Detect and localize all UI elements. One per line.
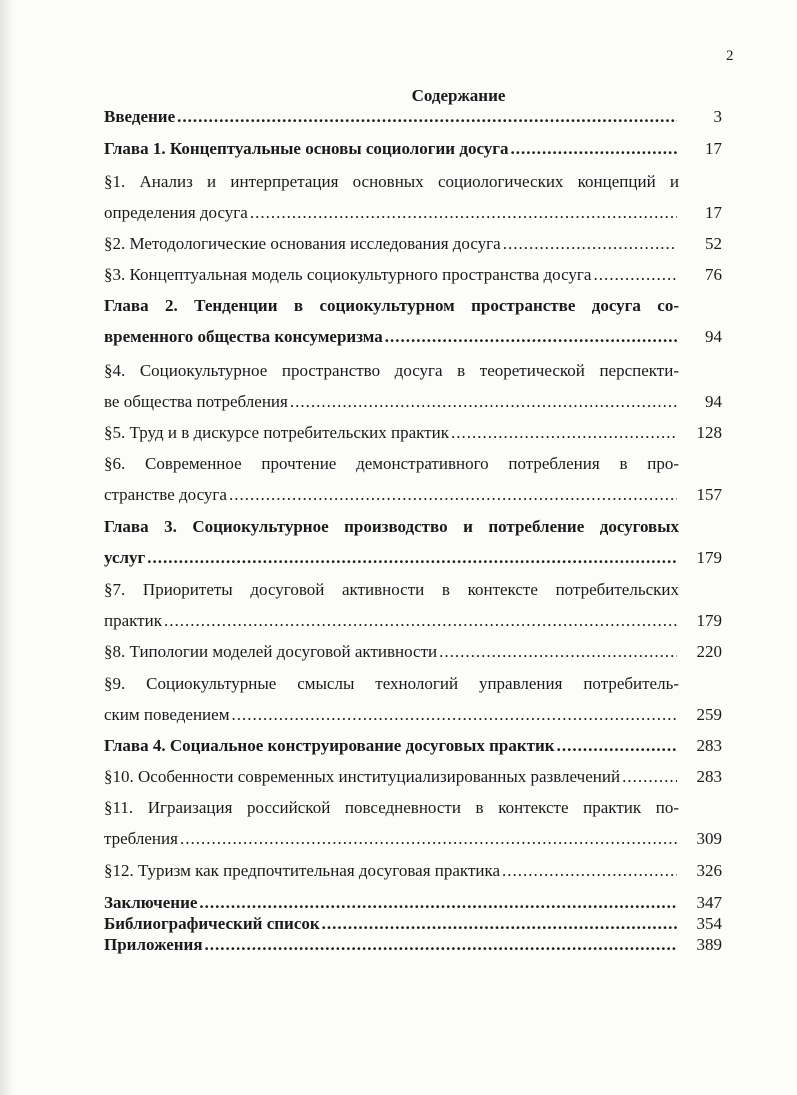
- toc-entry: [104, 107, 679, 131]
- dot-leader: [622, 767, 677, 787]
- dot-leader: [385, 327, 677, 347]
- toc-entry-title: Глава 2. Тенденции в социокультурном пространстве досуга со-: [104, 296, 679, 315]
- toc-entry: [104, 234, 679, 258]
- toc-entry-title: §3. Концептуальная модель социокультурного пространства досуга: [104, 265, 592, 284]
- toc-entry-title: §6. Современное прочтение демонстративного потребления в про-: [104, 454, 679, 473]
- toc-entry-title: Заключение: [104, 893, 198, 912]
- toc-entry-title-continued: ве общества потребления: [104, 392, 288, 411]
- toc-entry-title: §1. Анализ и интерпретация основных социологических концепций и: [104, 172, 679, 191]
- dot-leader: [177, 107, 677, 127]
- toc-entry-title: §5. Труд и в дискурсе потребительских практик: [104, 423, 449, 442]
- toc-page-number: 179: [696, 611, 722, 630]
- toc-entry: [104, 580, 679, 604]
- toc-entry-continuation: [104, 829, 679, 853]
- toc-entry: [104, 517, 679, 541]
- toc-entry: [104, 642, 679, 666]
- dot-leader: [180, 829, 677, 849]
- dot-leader: [511, 139, 678, 159]
- dot-leader: [290, 392, 677, 412]
- toc-entry: [104, 454, 679, 478]
- toc-entry-title: Приложения: [104, 935, 203, 954]
- dot-leader: [147, 548, 677, 568]
- page-number: 2: [726, 48, 734, 64]
- toc-page-number: 3: [713, 107, 722, 126]
- dot-leader: [503, 234, 677, 254]
- toc-page-number: 179: [696, 548, 722, 567]
- dot-leader: [593, 265, 677, 285]
- toc-page-number: 94: [705, 327, 722, 346]
- toc-entry-title: §11. Играизация российской повседневности в контексте практик по-: [104, 798, 679, 817]
- toc-entry-title: §8. Типологии моделей досуговой активности: [104, 642, 438, 661]
- toc-page-number: 157: [696, 485, 722, 504]
- toc-entry-title: Глава 4. Социальное конструирование досуговых практик: [104, 736, 555, 755]
- dot-leader: [502, 861, 677, 881]
- dot-leader: [164, 611, 677, 631]
- toc-entry: [104, 265, 679, 289]
- toc-entry-title-continued: определения досуга: [104, 203, 248, 222]
- dot-leader: [557, 736, 677, 756]
- toc-page-number: 283: [696, 736, 722, 755]
- toc-entry-title: Глава 3. Социокультурное производство и потребление досуговых: [104, 517, 679, 536]
- dot-leader: [250, 203, 677, 223]
- toc-entry: [104, 172, 679, 196]
- toc-page-number: 259: [696, 705, 722, 724]
- dot-leader: [231, 705, 677, 725]
- toc-entry-continuation: [104, 485, 679, 509]
- toc-page-number: 128: [696, 423, 722, 442]
- toc-entry: [104, 935, 679, 959]
- toc-entry-continuation: [104, 392, 679, 416]
- toc-entry-title: Библиографический список: [104, 914, 320, 933]
- toc-entry: [104, 736, 679, 760]
- toc-entry-title-continued: странстве досуга: [104, 485, 227, 504]
- dot-leader: [199, 893, 677, 913]
- toc-entry-title: §9. Социокультурные смыслы технологий управления потребитель-: [104, 674, 679, 693]
- toc-entry-title: §10. Особенности современных институциализированных развлечений: [104, 767, 621, 786]
- toc-page-number: 326: [696, 861, 722, 880]
- toc-page-number: 347: [696, 893, 722, 912]
- toc-page-number: 76: [705, 265, 722, 284]
- toc-page-number: 354: [696, 914, 722, 933]
- toc-entry-title: §12. Туризм как предпочтительная досуговая практика: [104, 861, 501, 880]
- toc-entry-title: Введение: [104, 107, 176, 126]
- toc-entry-title: Глава 1. Концептуальные основы социологии досуга: [104, 139, 509, 158]
- toc-entry-title: §2. Методологические основания исследования досуга: [104, 234, 501, 253]
- toc-entry-title-continued: услуг: [104, 548, 146, 567]
- page-title: Содержание: [411, 86, 506, 105]
- toc-entry-continuation: [104, 327, 679, 351]
- toc-page-number: 17: [705, 139, 722, 158]
- toc-page-number: 220: [696, 642, 722, 661]
- scan-edge: [0, 0, 14, 1095]
- dot-leader: [439, 642, 677, 662]
- dot-leader: [205, 935, 677, 955]
- toc-entry: [104, 423, 679, 447]
- toc-entry-continuation: [104, 203, 679, 227]
- toc-entry-title-continued: практик: [104, 611, 162, 630]
- dot-leader: [322, 914, 677, 934]
- toc-entry-title-continued: требления: [104, 829, 178, 848]
- toc-entry: [104, 296, 679, 320]
- toc-page-number: 94: [705, 392, 722, 411]
- toc-entry-title: §4. Социокультурное пространство досуга в теоретической перспекти-: [104, 361, 679, 380]
- toc-entry-continuation: [104, 611, 679, 635]
- toc-page-number: 283: [696, 767, 722, 786]
- toc-entry-title-continued: ским поведением: [104, 705, 230, 724]
- toc-entry: [104, 361, 679, 385]
- toc-entry: [104, 139, 679, 163]
- toc-entry: [104, 798, 679, 822]
- dot-leader: [451, 423, 677, 443]
- toc-entry: [104, 861, 679, 885]
- toc-entry-continuation: [104, 548, 679, 572]
- toc-entry: [104, 674, 679, 698]
- toc-page-number: 389: [696, 935, 722, 954]
- toc-entry-continuation: [104, 705, 679, 729]
- toc-entry-title-continued: временного общества консумеризма: [104, 327, 383, 346]
- toc-page-number: 52: [705, 234, 722, 253]
- toc-page-number: 17: [705, 203, 722, 222]
- dot-leader: [229, 485, 677, 505]
- toc-entry-title: §7. Приоритеты досуговой активности в контексте потребительских: [104, 580, 679, 599]
- toc-entry: [104, 767, 679, 791]
- toc-page-number: 309: [696, 829, 722, 848]
